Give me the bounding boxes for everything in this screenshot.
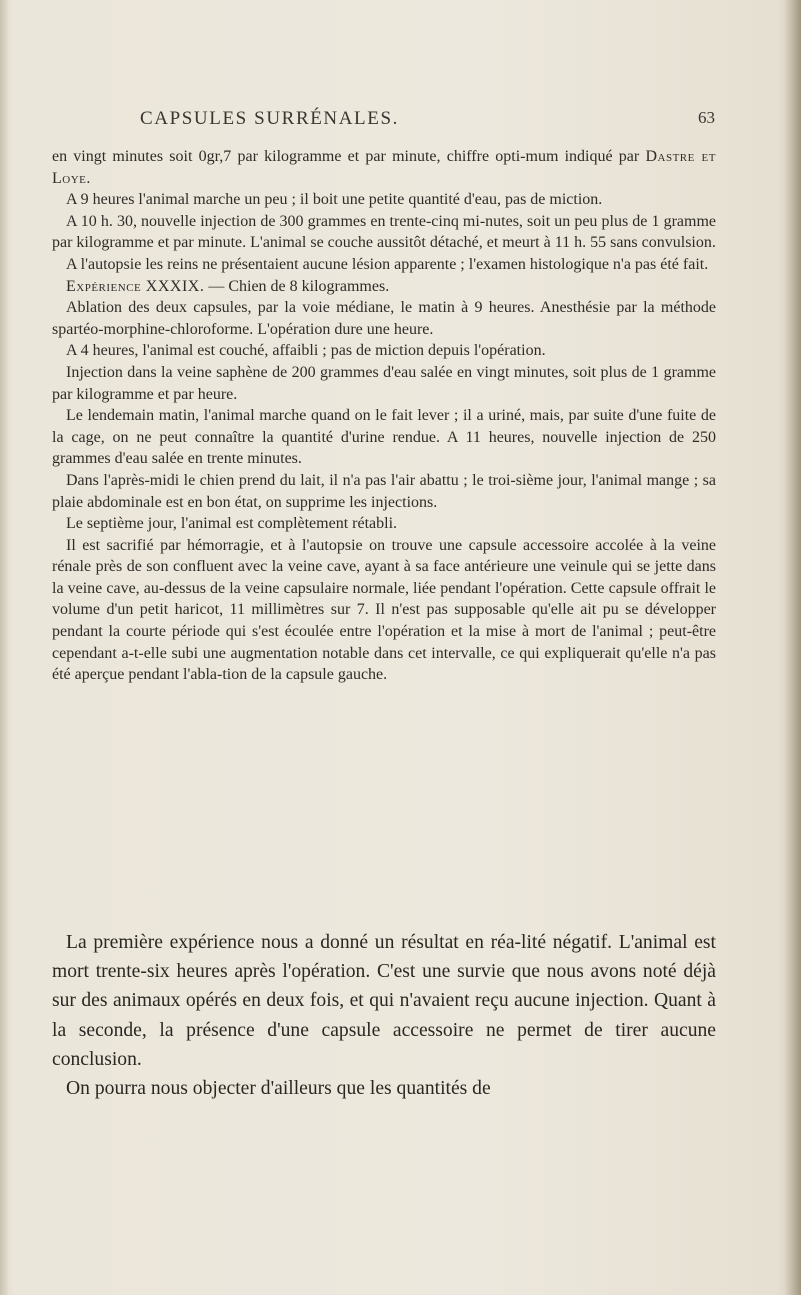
paragraph: La première expérience nous a donné un résultat en réa-lité négatif. L'animal est mort trente-six heures après l'opération. C'est une survie que nous avons noté déjà sur des animaux opérés en deux fois, et qui n'avaient reçu aucune injection. Quant à la seconde, la présence d'une capsule accessoire ne permet de tirer aucune conclusion. bbox=[52, 932, 716, 1070]
paragraph: Le septième jour, l'animal est complètement rétabli. bbox=[66, 515, 398, 533]
paragraph: Il est sacrifié par hémorragie, et à l'autopsie on trouve une capsule accessoire accolée à la veine rénale près de son confluent avec la veine cave, ayant à sa face antérieure une veinule qui se jette dans la veine cave, au-dessus de la veine capsulaire normale, liée pendant l'opération. Cette capsule offrait le volume d'un petit haricot, 11 millimètres sur 7. Il n'est pas supposable qu'elle ait pu se développer pendant la courte période qui s'est écoulée entre l'opération et la mise à mort de l'animal ; peut-être cependant a-t-elle subi une augmentation notable dans cet intervalle, ce qui expliquerait qu'elle n'a pas été aperçue pendant l'abla-tion de la capsule gauche. bbox=[52, 536, 716, 684]
page-header bbox=[140, 108, 715, 134]
experiment-label: Expérience XXXIX. bbox=[66, 277, 205, 295]
paragraph: A l'autopsie les reins ne présentaient aucune lésion apparente ; l'examen histologique n'a pas été fait. bbox=[66, 255, 709, 273]
page-right-edge bbox=[785, 0, 801, 1295]
author-names: Dastre et Loye bbox=[52, 148, 716, 187]
page-number: 63 bbox=[698, 108, 715, 127]
paragraph: A 4 heures, l'animal est couché, affaibli ; pas de miction depuis l'opération. bbox=[66, 342, 546, 360]
running-title: CAPSULES SURRÉNALES. bbox=[140, 108, 399, 129]
paragraph: On pourra nous objecter d'ailleurs que les quantités de bbox=[66, 1078, 491, 1100]
discussion-text bbox=[52, 928, 716, 1103]
paragraph: Dans l'après-midi le chien prend du lait, il n'a pas l'air abattu ; le troi-sième jour, l'animal mange ; sa plaie abdominale est en bon état, on supprime les injections. bbox=[52, 471, 716, 511]
paragraph: A 10 h. 30, nouvelle injection de 300 grammes en trente-cinq mi-nutes, soit un peu plus de 1 gramme par kilogramme et par minute. L'animal se couche aussitôt détaché, et meurt à 11 h. 55 sans convulsion. bbox=[52, 212, 716, 252]
page-left-edge bbox=[0, 0, 8, 1295]
paragraph: Injection dans la veine saphène de 200 grammes d'eau salée en vingt minutes, soit plus de 1 gramme par kilogramme et par heure. bbox=[52, 363, 716, 403]
paragraph-text: en vingt minutes soit 0gr,7 par kilogramme et par minute, chiffre opti-mum indiqué par bbox=[52, 148, 640, 165]
experiment-subject: — Chien de 8 kilogrammes. bbox=[208, 277, 390, 295]
experiment-heading bbox=[52, 276, 716, 298]
paragraph: Le lendemain matin, l'animal marche quand on le fait lever ; il a uriné, mais, par suite d'une fuite de la cage, on ne peut connaître la quantité d'urine rendue. A 11 heures, nouvelle injection de 250 grammes d'eau salée en trente minutes. bbox=[52, 407, 716, 468]
paragraph: A 9 heures l'animal marche un peu ; il boit une petite quantité d'eau, pas de miction. bbox=[66, 191, 603, 209]
paragraph: en vingt minutes soit 0gr,7 par kilogramme et par minute, chiffre opti-mum indiqué par Dastre et Loye. bbox=[52, 148, 716, 187]
paragraph: Ablation des deux capsules, par la voie médiane, le matin à 9 heures. Anesthésie par la méthode spartéo-morphine-chloroforme. L'opération dure une heure. bbox=[52, 299, 716, 338]
experiment-notes bbox=[52, 146, 716, 686]
